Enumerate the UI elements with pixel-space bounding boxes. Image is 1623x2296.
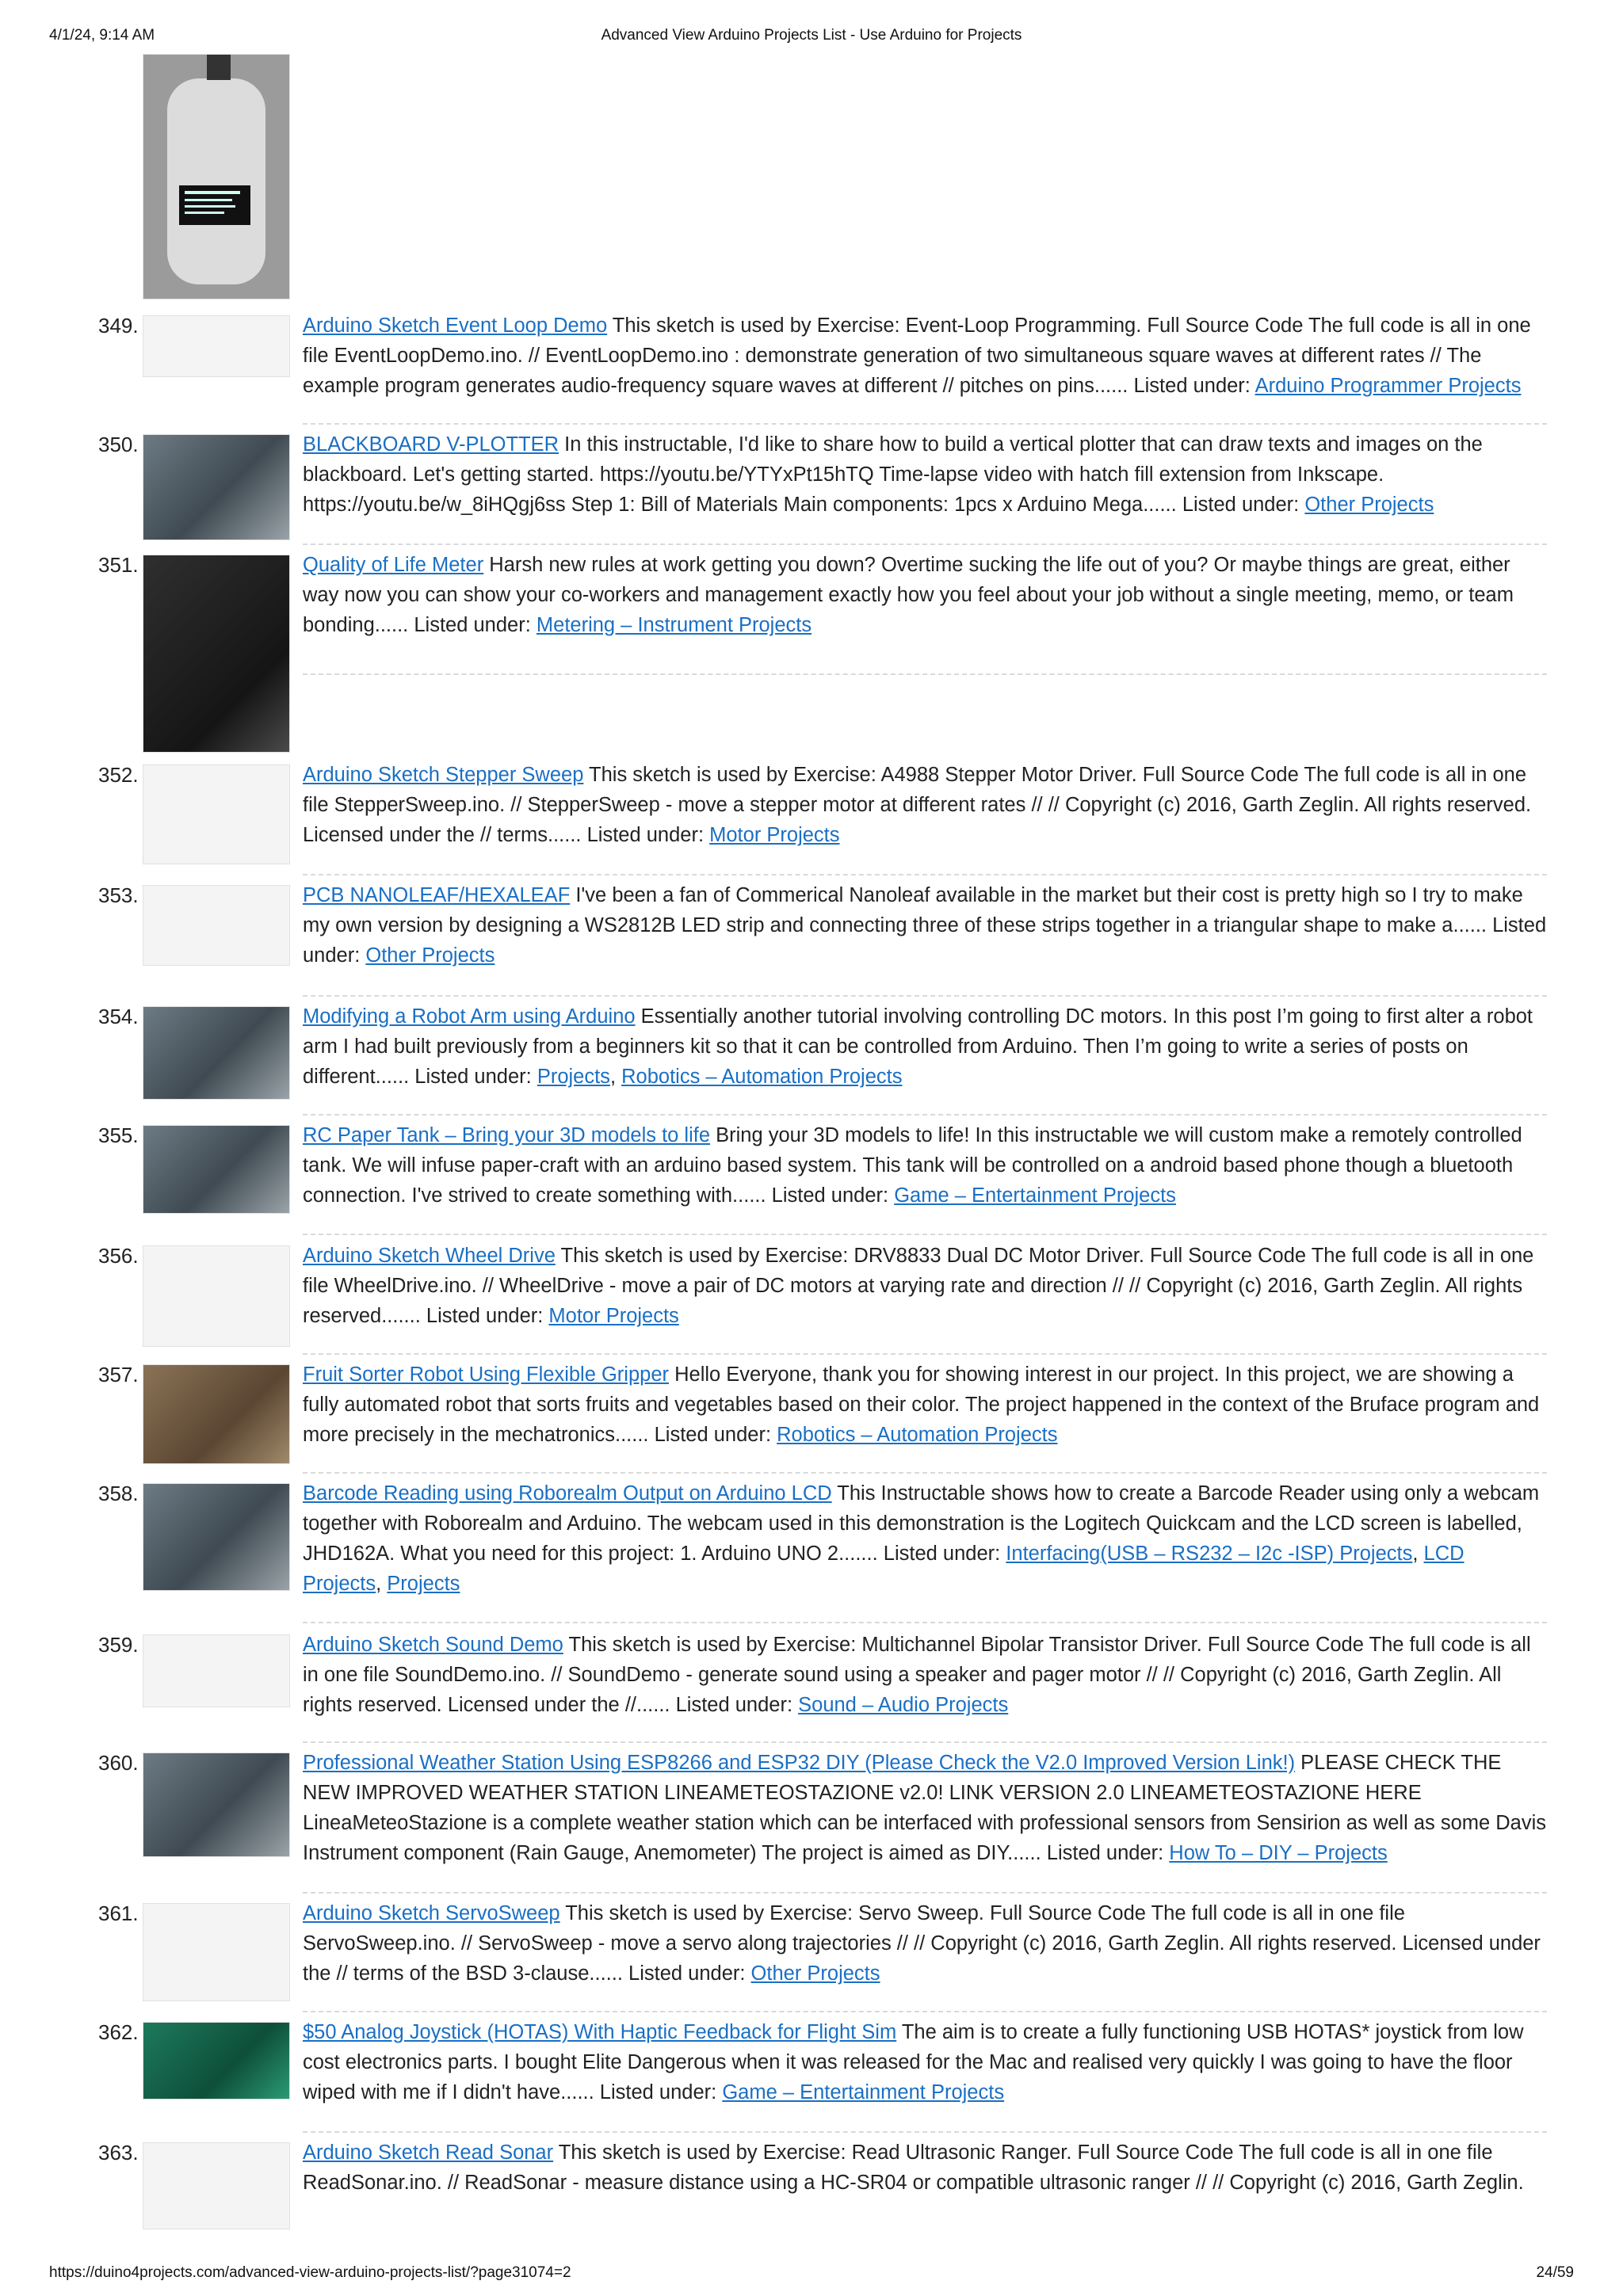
- project-description: This Instructable shows how to create a Barcode Reader using only a webcam together with Roborealm and Arduino. The webcam used in this demonstration is the Logitech Quickcam and the LCD screen is labelled, JHD162A. What you need for this project: 1. Arduino UNO 2.......: [303, 1482, 1540, 1565]
- project-description: This sketch is used by Exercise: Read Ultrasonic Ranger. Full Source Code The full code is all in one file ReadSonar.ino. // ReadSonar - measure distance using a HC-SR04 or compatible ultrasonic ranger // // Copyright (c) 2016, Garth Zeglin.: [303, 2142, 1524, 2194]
- category-link[interactable]: Projects: [537, 1066, 610, 1088]
- item-number: 360.: [98, 1751, 139, 1775]
- item-divider: [303, 1234, 1547, 1235]
- listed-under-label: Listed under:: [599, 2081, 723, 2103]
- item-number: 361.: [98, 1901, 139, 1925]
- project-thumbnail[interactable]: [143, 885, 290, 966]
- project-title-link[interactable]: Arduino Sketch ServoSweep: [303, 1902, 560, 1924]
- project-thumbnail[interactable]: [143, 1483, 290, 1591]
- listed-under-label: Listed under:: [883, 1543, 1006, 1565]
- project-title-link[interactable]: $50 Analog Joystick (HOTAS) With Haptic Feedback for Flight Sim: [303, 2021, 897, 2043]
- category-link[interactable]: Game – Entertainment Projects: [894, 1184, 1176, 1207]
- listed-under-label: Listed under:: [414, 1066, 537, 1088]
- project-title-link[interactable]: RC Paper Tank – Bring your 3D models to life: [303, 1124, 711, 1146]
- project-title-link[interactable]: Arduino Sketch Read Sonar: [303, 2142, 554, 2164]
- category-link[interactable]: Robotics – Automation Projects: [777, 1424, 1058, 1446]
- item-divider: [303, 1114, 1547, 1116]
- item-divider: [303, 423, 1547, 425]
- project-thumbnail[interactable]: [143, 1006, 290, 1100]
- project-entry: [303, 1001, 1547, 1092]
- listed-under-label: Listed under:: [1133, 375, 1255, 397]
- project-description: This sketch is used by Exercise: DRV8833 Dual DC Motor Driver. Full Source Code The full code is all in one file WheelDrive.ino. // WheelDrive - move a pair of DC motors at varying rate and direction // // Copyright (c) 2016, Garth Zeglin. All rights reserved.......: [303, 1245, 1534, 1327]
- category-link[interactable]: Other Projects: [365, 944, 495, 967]
- item-divider: [303, 673, 1547, 675]
- project-description: This sketch is used by Exercise: A4988 Stepper Motor Driver. Full Source Code The full code is all in one file StepperSweep.ino. // StepperSweep - move a stepper motor at different rates // // Copyright (c) 2016, Garth Zeglin. All rights reserved. Licensed under the // terms......: [303, 764, 1532, 846]
- project-thumbnail[interactable]: [143, 1364, 290, 1464]
- item-divider: [303, 1892, 1547, 1894]
- item-number: 353.: [98, 883, 139, 907]
- category-link[interactable]: Arduino Programmer Projects: [1254, 375, 1522, 397]
- project-title-link[interactable]: Professional Weather Station Using ESP8266 and ESP32 DIY (Please Check the V2.0 Improved Version Link!): [303, 1752, 1296, 1774]
- project-entry: [303, 1120, 1547, 1211]
- item-number: 356.: [98, 1244, 139, 1268]
- project-thumbnail[interactable]: [143, 2142, 290, 2229]
- project-thumbnail[interactable]: [143, 434, 290, 540]
- project-title-link[interactable]: Arduino Sketch Stepper Sweep: [303, 764, 584, 786]
- item-divider: [303, 1741, 1547, 1743]
- project-description: This sketch is used by Exercise: Multichannel Bipolar Transistor Driver. Full Source Code The full code is all in one file SoundDemo.ino. // SoundDemo - generate sound using a speaker and pager motor // // Copyright (c) 2016, Garth Zeglin. All rights reserved. Licensed under the //......: [303, 1634, 1531, 1716]
- category-link[interactable]: Other Projects: [750, 1962, 880, 1985]
- project-title-link[interactable]: Arduino Sketch Sound Demo: [303, 1634, 563, 1656]
- print-page-title: Advanced View Arduino Projects List - Use Arduino for Projects: [601, 27, 1022, 44]
- project-title-link[interactable]: Barcode Reading using Roborealm Output on Arduino LCD: [303, 1482, 832, 1505]
- print-datetime: 4/1/24, 9:14 AM: [49, 27, 155, 44]
- item-number: 355.: [98, 1123, 139, 1147]
- project-thumbnail[interactable]: [143, 315, 290, 377]
- project-description: This sketch is used by Exercise: Servo Sweep. Full Source Code The full code is all in one file ServoSweep.ino. // ServoSweep - move a servo along trajectories // // Copyright (c) 2016, Garth Zeglin. All rights reserved. Licensed under the // terms of the BSD 3-clause......: [303, 1902, 1541, 1985]
- item-number: 354.: [98, 1005, 139, 1028]
- listed-under-label: Listed under:: [586, 824, 710, 846]
- project-entry: [303, 1630, 1547, 1720]
- project-thumbnail[interactable]: [143, 765, 290, 864]
- item-divider: [303, 874, 1547, 875]
- category-link[interactable]: LCD Projects: [303, 1543, 1465, 1595]
- listed-under-label: Listed under:: [1046, 1842, 1170, 1864]
- project-description: PLEASE CHECK THE NEW IMPROVED WEATHER STATION LINEAMETEOSTAZIONE v2.0! LINK VERSION 2.0 LINEAMETEOSTAZIONE HERE LineaMeteoStazione is a complete weather station which can be interfaced with professional sensors from Sensirion as well as some Davis Instrument component (Rain Gauge, Anemometer) The project is aimed as DIY......: [303, 1752, 1547, 1864]
- project-thumbnail[interactable]: [143, 1634, 290, 1707]
- print-page-number: 24/59: [1536, 2264, 1574, 2281]
- thumbnail-image: [143, 54, 290, 299]
- listed-under-label: Listed under:: [1182, 494, 1305, 516]
- category-link[interactable]: Projects: [387, 1573, 460, 1595]
- project-title-link[interactable]: BLACKBOARD V-PLOTTER: [303, 433, 559, 456]
- project-thumbnail[interactable]: [143, 2022, 290, 2100]
- item-divider: [303, 1472, 1547, 1474]
- project-entry: [303, 429, 1547, 520]
- project-entry: [303, 1478, 1547, 1599]
- project-description: In this instructable, I'd like to share how to build a vertical plotter that can draw texts and images on the blackboard. Let's getting started. https://youtu.be/YTYxPt15hTQ Time-lapse video with hatch fill extension from Inkscape. https://youtu.be/w_8iHQgj6ss Step 1: Bill of Materials Main components: 1pcs x Arduino Mega......: [303, 433, 1483, 516]
- project-description: Essentially another tutorial involving controlling DC motors. In this post I’m going to first alter a robot arm I had built previously from a beginners kit so that it can be controlled from Arduino. Then I’m going to write a series of posts on different......: [303, 1005, 1533, 1088]
- item-number: 362.: [98, 2020, 139, 2044]
- project-entry: [303, 1898, 1547, 1989]
- category-link[interactable]: Motor Projects: [548, 1305, 679, 1327]
- project-description: Harsh new rules at work getting you down? Overtime sucking the life out of you? Or maybe things are great, either way now you can show your co-workers and management exactly how you feel about your job without a single meeting, memo, or team bonding......: [303, 554, 1514, 636]
- item-number: 352.: [98, 763, 139, 787]
- project-title-link[interactable]: Fruit Sorter Robot Using Flexible Gripper: [303, 1363, 670, 1386]
- category-link[interactable]: Robotics – Automation Projects: [621, 1066, 903, 1088]
- project-thumbnail[interactable]: [143, 1125, 290, 1214]
- project-entry: [303, 1241, 1547, 1331]
- item-divider: [303, 995, 1547, 997]
- project-entry: [303, 2017, 1547, 2107]
- category-link[interactable]: How To – DIY – Projects: [1169, 1842, 1388, 1864]
- category-link[interactable]: Sound – Audio Projects: [798, 1694, 1009, 1716]
- category-link[interactable]: Metering – Instrument Projects: [536, 614, 812, 636]
- item-divider: [303, 2011, 1547, 2012]
- project-entry: [303, 1360, 1547, 1450]
- project-entry: [303, 880, 1547, 971]
- item-divider: [303, 543, 1547, 545]
- project-entry: [303, 2138, 1547, 2198]
- print-url: https://duino4projects.com/advanced-view-arduino-projects-list/?page31074=2: [49, 2264, 571, 2281]
- item-number: 358.: [98, 1482, 139, 1505]
- listed-under-label: Listed under:: [426, 1305, 549, 1327]
- category-separator: ,: [376, 1573, 388, 1595]
- project-title-link[interactable]: Arduino Sketch Wheel Drive: [303, 1245, 556, 1267]
- listed-under-label: Listed under:: [414, 614, 537, 636]
- item-divider: [303, 2131, 1547, 2133]
- project-entry: [303, 760, 1547, 850]
- item-divider: [303, 1622, 1547, 1623]
- project-thumbnail[interactable]: [143, 555, 290, 753]
- listed-under-label: Listed under:: [675, 1694, 799, 1716]
- listed-under-label: Listed under:: [303, 914, 1547, 967]
- project-description: Hello Everyone, thank you for showing interest in our project. In this project, we are showing a fully automated robot that sorts fruits and vegetables based on their color. The project happened in the context of the Bruface program and more precisely in the mechatronics......: [303, 1363, 1540, 1446]
- item-number: 357.: [98, 1363, 139, 1386]
- item-number: 363.: [98, 2141, 139, 2164]
- item-number: 350.: [98, 433, 139, 456]
- listed-under-label: Listed under:: [628, 1962, 751, 1985]
- category-link[interactable]: Motor Projects: [709, 824, 840, 846]
- item-number: 351.: [98, 553, 139, 577]
- category-separator: ,: [1412, 1543, 1424, 1565]
- project-thumbnail[interactable]: [143, 1903, 290, 2001]
- project-title-link[interactable]: Quality of Life Meter: [303, 554, 484, 576]
- project-entry: [303, 550, 1547, 640]
- item-number: 349.: [98, 314, 139, 338]
- project-thumbnail[interactable]: [143, 1245, 290, 1347]
- project-title-link[interactable]: PCB NANOLEAF/HEXALEAF: [303, 884, 571, 906]
- project-thumbnail[interactable]: [143, 1753, 290, 1857]
- project-description: Bring your 3D models to life! In this instructable we will custom make a remotely controlled tank. We will infuse paper-craft with an arduino based system. This tank will be controlled on a android based phone though a bluetooth connection. I've strived to create something with......: [303, 1124, 1522, 1207]
- category-link[interactable]: Game – Entertainment Projects: [722, 2081, 1005, 2103]
- project-entry: [303, 311, 1547, 401]
- category-separator: ,: [609, 1066, 622, 1088]
- project-entry: [303, 1748, 1547, 1868]
- project-description: This sketch is used by Exercise: Event-Loop Programming. Full Source Code The full code is all in one file EventLoopDemo.ino. // EventLoopDemo.ino : demonstrate generation of two simultaneous square waves at different rates // The example program generates audio-frequency square waves at different // pitches on pins......: [303, 315, 1531, 397]
- project-description: I've been a fan of Commerical Nanoleaf available in the market but their cost is pretty high so I try to make my own version by designing a WS2812B LED strip and connecting three of these strips together in a triangular shape to make a......: [303, 884, 1523, 936]
- project-description: The aim is to create a fully functioning USB HOTAS* joystick from low cost electronics parts. I bought Elite Dangerous when it was released for the Mac and realised very quickly I was going to have the floor wiped with me if I didn't have......: [303, 2021, 1524, 2103]
- category-link[interactable]: Other Projects: [1304, 494, 1434, 516]
- listed-under-label: Listed under:: [771, 1184, 895, 1207]
- item-number: 359.: [98, 1633, 139, 1657]
- listed-under-label: Listed under:: [654, 1424, 777, 1446]
- project-title-link[interactable]: Arduino Sketch Event Loop Demo: [303, 315, 608, 337]
- item-divider: [303, 1353, 1547, 1355]
- project-title-link[interactable]: Modifying a Robot Arm using Arduino: [303, 1005, 636, 1028]
- category-link[interactable]: Interfacing(USB – RS232 – I2c -ISP) Projects: [1006, 1543, 1413, 1565]
